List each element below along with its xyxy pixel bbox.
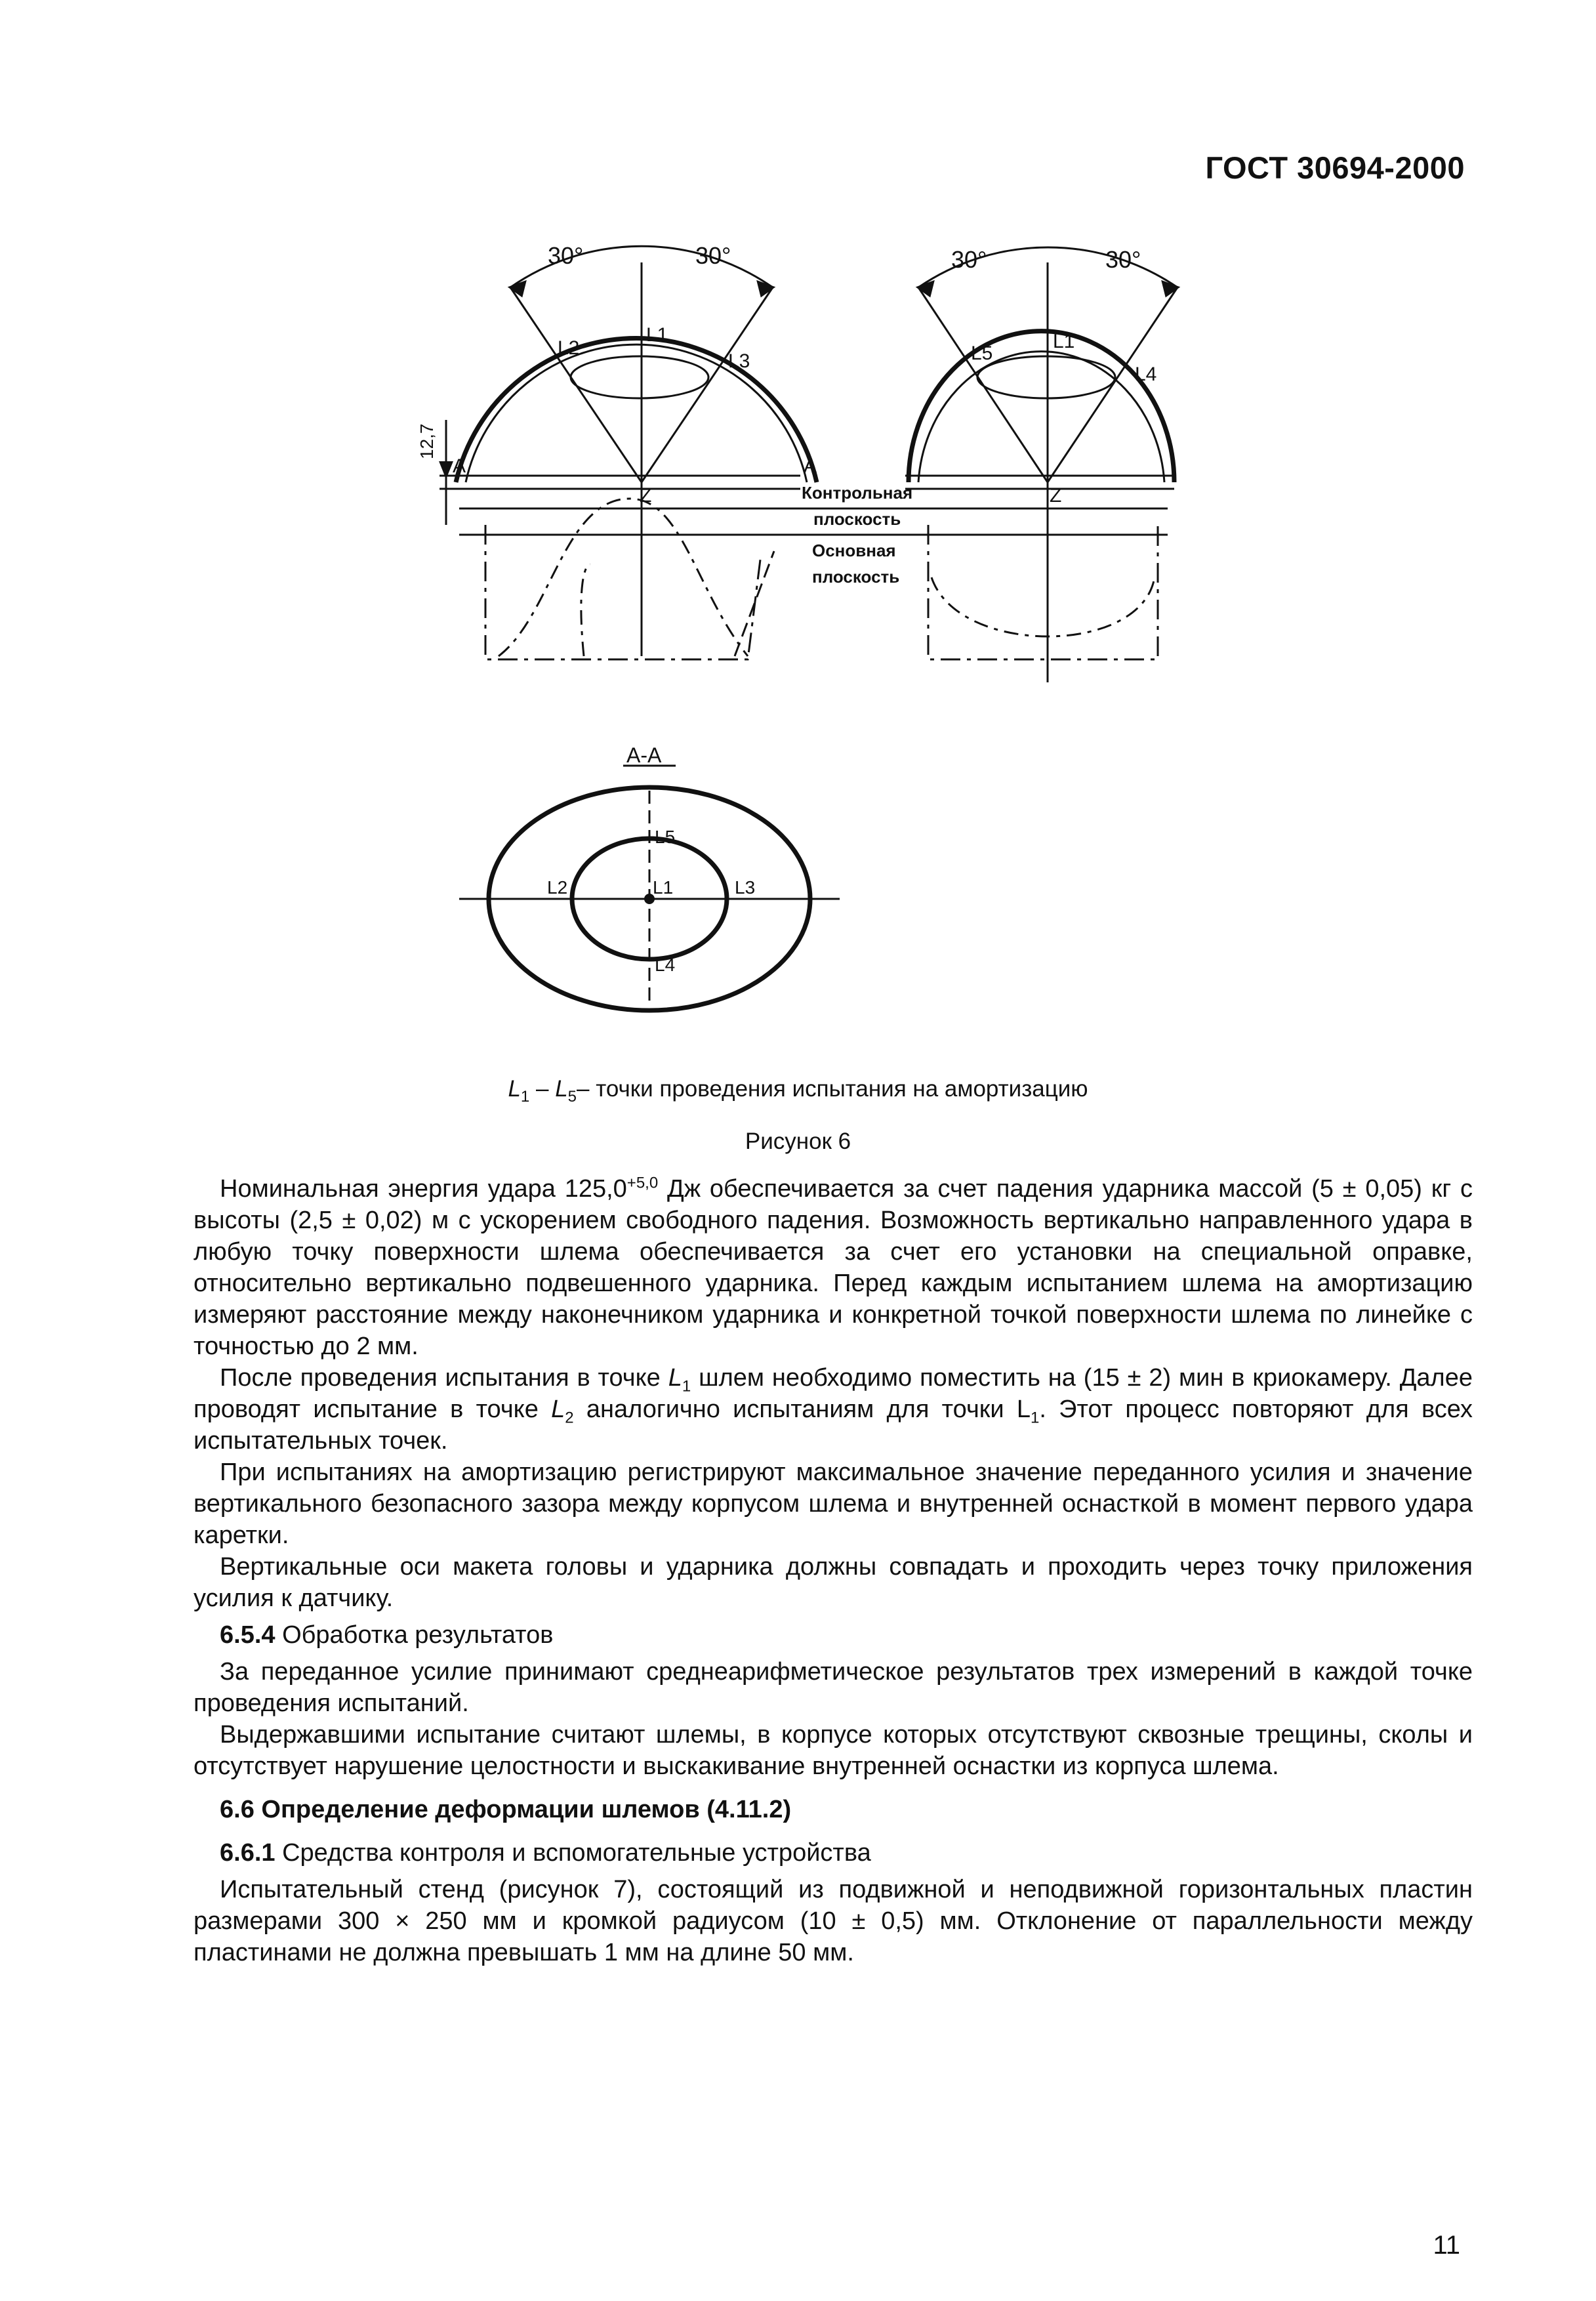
section-mark-A: A (804, 455, 817, 477)
left-inner-arc (571, 356, 708, 398)
point-label-L5: L5 (971, 342, 993, 364)
paragraph: Выдержавшими испытание считают шлемы, в корпусе которых отсутствуют сквозные трещины, сколы и отсутствует нарушение целостности и выскакивание внутренней оснастки из корпуса шлема. (194, 1721, 1473, 1780)
dimension-label: 12,7 (417, 423, 437, 459)
angle-label: 30° (548, 242, 584, 269)
figure-6 (0, 0, 1596, 1024)
section-point-L1: L1 (653, 877, 674, 898)
left-helmet-shell-outer (456, 338, 817, 482)
paragraph: Испытательный стенд (рисунок 7), состоящий из подвижной и неподвижной горизонтальных пластин размерами 300 × 250 мм и кромкой радиусом (10 ± 0,5) мм. Отклонение от параллельности между пластинами не должна превышать 1 мм на длине 50 мм. (194, 1876, 1473, 1966)
body-text (194, 1173, 1473, 1968)
section-point-L5: L5 (655, 827, 676, 847)
right-inner-arc (977, 356, 1115, 398)
section-point-L3: L3 (735, 877, 756, 898)
figure-caption: Рисунок 6 (745, 1129, 851, 1154)
subsection-heading: 6.6.1 Средства контроля и вспомогательные устройства (220, 1839, 871, 1867)
base-plane-label: плоскость (812, 567, 900, 587)
left-helmet-shell-inner (466, 344, 807, 482)
point-label-L4: L4 (1135, 363, 1157, 385)
section-point-L2: L2 (547, 877, 568, 898)
point-label-L2: L2 (558, 337, 580, 359)
angle-label: 30° (951, 246, 987, 273)
control-plane-label: Контрольная (802, 483, 913, 503)
right-head-outline (928, 525, 1158, 659)
paragraph: При испытаниях на амортизацию регистрируют максимальное значение переданного усилия и значение вертикального безопасного зазора между корпусом шлема и внутренней оснасткой в момент первого удара каретки. (194, 1459, 1473, 1549)
paragraph: После проведения испытания в точке $L_1$ шлем необходимо поместить на (15 ± 2) мин в криокамеру. Далее проводят испытание в точке $L_2$ аналогично испытаниям для точки $L_1$. Этот процесс повторяют для всех испытательных точек. (194, 1364, 1473, 1455)
paragraph: Номинальная энергия удара $125,0^{+5,0}$ Дж обеспечивается за счет падения ударника массой (5 ± 0,05) кг с высоты (2,5 ± 0,02) м с ускорением свободного падения. Возможность вертикально направленного удара в любую точку поверхности шлема обеспечивается за счет его установки на специальной оправке, относительно вертикально подвешенного ударника. Перед каждым испытанием шлема на амортизацию измеряют расстояние между наконечником ударника и конкретной точкой поверхности шлема по линейке с точностью до 2 мм. (194, 1174, 1473, 1360)
origin-label-Z: Z (640, 485, 652, 507)
paragraph: Вертикальные оси макета головы и ударника должны совпадать и проходить через точку приложения усилия к датчику. (194, 1553, 1473, 1612)
section-title: А-А (626, 743, 662, 767)
angle-label: 30° (695, 242, 731, 269)
paragraph: За переданное усилие принимают среднеарифметическое результатов трех измерений в каждой точке проведения испытаний. (194, 1658, 1473, 1717)
standard-code: ГОСТ 30694-2000 (1205, 150, 1465, 185)
subsection-heading: 6.5.4 Обработка результатов (220, 1621, 554, 1649)
angle-label: 30° (1105, 246, 1141, 273)
section-mark-A: A (453, 455, 466, 477)
right-helmet-shell-inner (918, 352, 1164, 482)
control-plane-label: плоскость (813, 509, 901, 529)
point-label-L3: L3 (728, 350, 750, 372)
section-heading: 6.6 Определение деформации шлемов (4.11.2) (220, 1796, 792, 1823)
base-plane-label: Основная (812, 541, 896, 560)
point-label-L1: L1 (1053, 331, 1075, 352)
page-number: 11 (1433, 2231, 1460, 2260)
point-label-L1: L1 (646, 324, 668, 346)
left-head-outline (485, 525, 761, 659)
figure-legend: $L_1 - L_5-$ точки проведения испытания на амортизацию (508, 1076, 1088, 1106)
section-point-L4: L4 (655, 955, 676, 975)
origin-label-Z: Z (1050, 485, 1062, 507)
